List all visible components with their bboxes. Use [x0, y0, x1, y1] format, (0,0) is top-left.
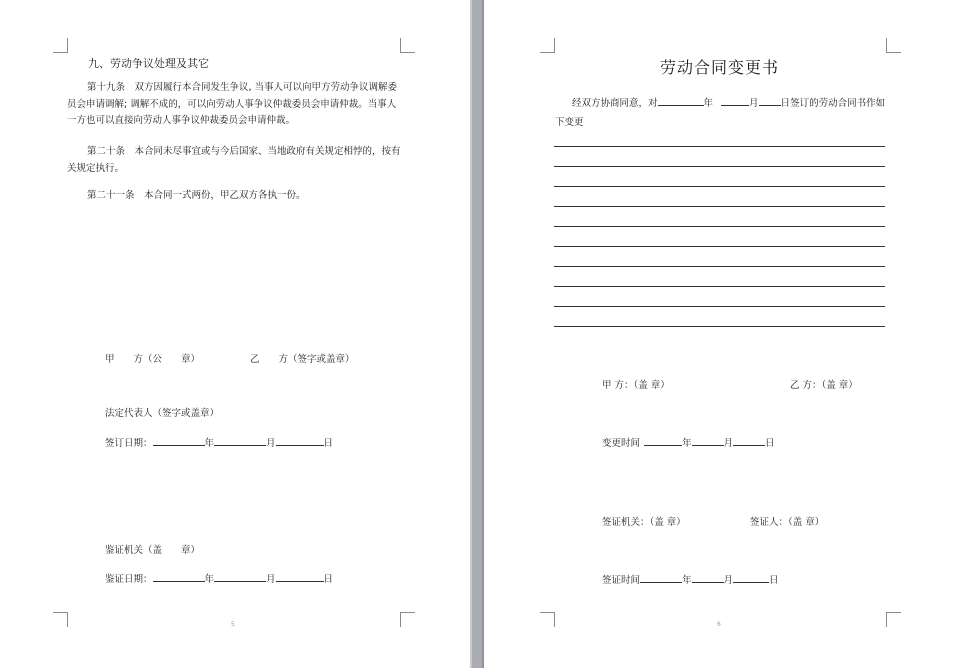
intro-text-a: 经双方协商同意，对 — [572, 98, 658, 109]
change-time-line — [602, 436, 775, 450]
sign-date-line — [105, 436, 333, 450]
party-b-signature: 乙 方（签字或盖章） — [250, 354, 355, 365]
day-blank — [733, 436, 765, 446]
crop-mark-bottom-right — [886, 612, 901, 627]
year-blank — [640, 573, 682, 583]
day-blank — [276, 436, 324, 446]
article-20: 第二十条 本合同未尽事宜或与今后国家、当地政府有关规定相悖的，按有关规定执行。 — [67, 146, 401, 174]
notary-time-line — [602, 573, 779, 587]
legal-representative: 法定代表人（签字或盖章） — [105, 408, 220, 419]
notary-person: 签证人：（盖 章） — [750, 517, 825, 528]
change-line — [554, 286, 885, 287]
crop-mark-top-left — [53, 38, 68, 53]
sign-date-label: 签订日期： — [105, 438, 153, 449]
month-blank — [721, 96, 749, 106]
section-heading: 九、劳动争议处理及其它 — [88, 57, 209, 70]
day-label: 日 — [323, 574, 334, 585]
change-line — [554, 306, 885, 307]
document-title: 劳动合同变更书 — [660, 58, 780, 77]
day-label: 日 — [323, 438, 334, 449]
change-time-label: 变更时间 — [602, 438, 641, 449]
change-line — [554, 326, 885, 327]
day-label: 日 — [765, 438, 775, 449]
year-blank — [153, 436, 205, 446]
change-line — [554, 206, 885, 207]
page-number: 6 — [717, 621, 721, 628]
year-blank — [658, 96, 704, 106]
notary-time-label: 签证时间 — [602, 575, 641, 586]
party-a-seal: 甲 方：（盖 章） — [602, 380, 670, 391]
day-label: 日 — [769, 575, 779, 586]
month-blank — [214, 436, 266, 446]
page-gutter — [470, 0, 484, 668]
article-19: 第十九条 双方因履行本合同发生争议, 当事人可以向甲方劳动争议调解委员会申请调解; 调解不成的，可以向劳动人事争议仲裁委员会申请仲裁。当事人一方也可以直接向劳动人事争议仲裁委员会申请仲裁。 — [67, 82, 398, 126]
month-blank — [692, 573, 724, 583]
day-label: 日 — [780, 98, 791, 109]
month-label: 月 — [266, 574, 276, 585]
document-page-5 — [0, 0, 470, 668]
year-label: 年 — [204, 438, 215, 449]
month-blank — [692, 436, 724, 446]
crop-mark-top-right — [400, 38, 415, 53]
crop-mark-bottom-right — [400, 612, 415, 627]
intro-line — [572, 96, 885, 110]
party-b-seal: 乙 方：（盖 章） — [790, 380, 858, 391]
crop-mark-top-right — [886, 38, 901, 53]
change-line — [554, 166, 885, 167]
crop-mark-bottom-left — [53, 612, 68, 627]
change-line — [554, 246, 885, 247]
day-blank — [759, 96, 781, 106]
intro-text-c: 下变更 — [555, 117, 584, 128]
crop-mark-top-left — [540, 38, 555, 53]
notary-organization: 鉴证机关（盖 章） — [105, 545, 201, 556]
intro-text-b: 签订的劳动合同书作如 — [790, 98, 886, 109]
year-blank — [644, 436, 682, 446]
month-label: 月 — [723, 575, 734, 586]
page-number: 5 — [231, 621, 235, 628]
notary-date-line — [105, 572, 333, 586]
crop-mark-bottom-left — [540, 612, 555, 627]
article-21: 第二十一条 本合同一式两份，甲乙双方各执一份。 — [87, 190, 306, 201]
change-line — [554, 266, 885, 267]
month-label: 月 — [266, 438, 276, 449]
notary-organization: 签证机关：（盖 章） — [602, 517, 686, 528]
change-line — [554, 146, 885, 147]
day-blank — [733, 573, 769, 583]
year-label: 年 — [204, 574, 215, 585]
party-a-seal: 甲 方（公 章） — [105, 354, 201, 365]
change-line — [554, 186, 885, 187]
month-label: 月 — [749, 98, 759, 109]
month-label: 月 — [723, 438, 734, 449]
notary-date-label: 鉴证日期： — [105, 574, 153, 585]
year-label: 年 — [682, 575, 692, 586]
change-line — [554, 226, 885, 227]
year-label: 年 — [682, 438, 692, 449]
month-blank — [214, 572, 266, 582]
day-blank — [276, 572, 324, 582]
document-page-6 — [484, 0, 956, 668]
year-label: 年 — [703, 98, 714, 109]
year-blank — [153, 572, 205, 582]
